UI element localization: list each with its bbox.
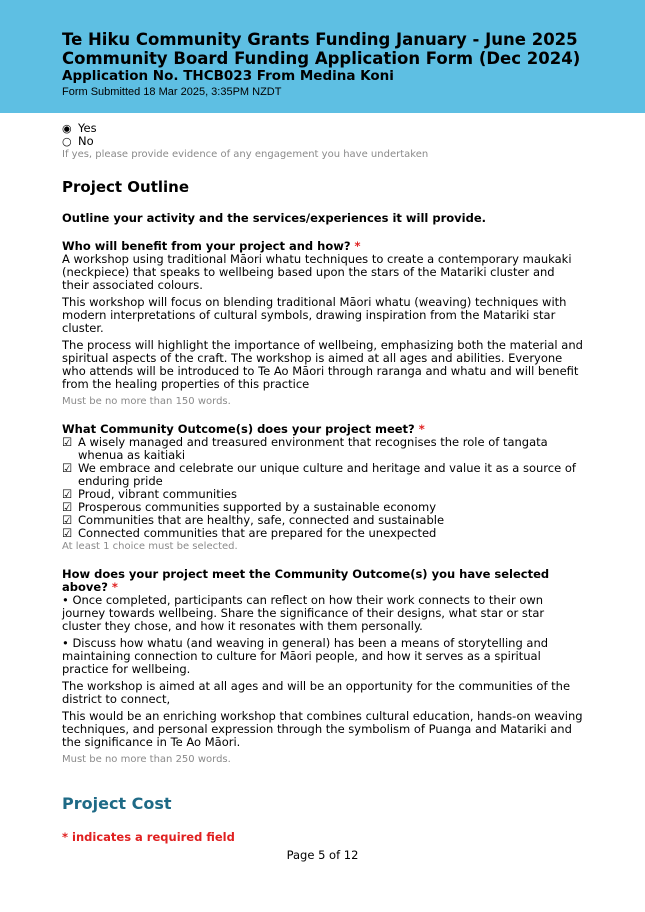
outcome-label: We embrace and celebrate our unique culture and heritage and value it as a source of enduring pride bbox=[78, 461, 576, 488]
how-meet-answer-p3: The workshop is aimed at all ages and will be an opportunity for the communities of the district to connect, bbox=[62, 679, 571, 706]
checkbox-checked-icon: ☑ bbox=[62, 487, 73, 501]
checkbox-checked-icon: ☑ bbox=[62, 526, 73, 540]
how-meet-answer-p1: • Once completed, participants can reflect on how their work connects to their own journey towards wellbeing. Share the significance of their designs, what star or star cluster they chose, and how it resonates with them personally. bbox=[62, 593, 545, 633]
radio-label: No bbox=[78, 134, 94, 148]
outcomes-hint: At least 1 choice must be selected. bbox=[62, 541, 238, 552]
radio-unselected-icon: ○ bbox=[62, 135, 72, 148]
required-marker: * bbox=[111, 580, 118, 594]
outcome-label: Prosperous communities supported by a sustainable economy bbox=[78, 500, 437, 514]
project-outline-heading: Project Outline bbox=[62, 178, 190, 196]
page-number: Page 5 of 12 bbox=[286, 848, 359, 862]
checkbox-checked-icon: ☑ bbox=[62, 500, 73, 514]
outcome-label: A wisely managed and treasured environment that recognises the role of tangata whenua as kaitiaki bbox=[78, 435, 548, 462]
outcome-label: Connected communities that are prepared for the unexpected bbox=[78, 526, 437, 540]
submitted-date: Form Submitted 18 Mar 2025, 3:35PM NZDT bbox=[62, 86, 282, 98]
outline-instruction: Outline your activity and the services/experiences it will provide. bbox=[62, 211, 486, 225]
project-cost-heading: Project Cost bbox=[62, 794, 172, 813]
beneficiaries-answer-p3: The process will highlight the importance of wellbeing, emphasizing both the material and spiritual aspects of the craft. The workshop is aimed at all ages and abilities. Everyone who attends will be introduced to Te Ao Māori through raranga and whatu and will benefit from the healing properties of this practice bbox=[62, 338, 583, 391]
radio-option-yes[interactable] bbox=[62, 122, 583, 135]
question-text: Who will benefit from your project and how? bbox=[62, 239, 351, 253]
beneficiaries-answer-p2: This workshop will focus on blending traditional Māori whatu (weaving) techniques with modern interpretations of cultural symbols, drawing inspiration from the Matariki star cluster. bbox=[62, 295, 567, 335]
required-field-note: * indicates a required field bbox=[62, 830, 235, 844]
form-title-line1: Te Hiku Community Grants Funding January - June 2025 bbox=[62, 30, 578, 49]
beneficiaries-answer-p1: A workshop using traditional Māori whatu techniques to create a contemporary maukaki (neckpiece) that speaks to wellbeing based upon the stars of the Matariki cluster and their associated colours. bbox=[62, 252, 572, 292]
form-content bbox=[0, 113, 645, 844]
outcome-checkbox-2[interactable] bbox=[62, 462, 583, 488]
radio-selected-icon: ◉ bbox=[62, 122, 72, 135]
outcome-checkbox-1[interactable] bbox=[62, 436, 583, 462]
application-line: Application No. THCB023 From Medina Koni bbox=[62, 68, 394, 84]
required-marker: * bbox=[418, 422, 425, 436]
form-title-line2: Community Board Funding Application Form (Dec 2024) bbox=[62, 49, 581, 68]
question-text: How does your project meet the Community Outcome(s) you have selected above? bbox=[62, 567, 550, 594]
how-meet-answer-p2: • Discuss how whatu (and weaving in general) has been a means of storytelling and maintaining connection to culture for Māori people, and how it serves as a spiritual practice for wellbeing. bbox=[62, 636, 549, 676]
outcome-label: Proud, vibrant communities bbox=[78, 487, 237, 501]
how-meet-field bbox=[62, 568, 583, 766]
required-marker: * bbox=[354, 239, 361, 253]
how-meet-question bbox=[62, 568, 583, 594]
outcome-checkbox-6[interactable] bbox=[62, 527, 583, 540]
how-meet-answer-p4: This would be an enriching workshop that combines cultural education, hands-on weaving techniques, and personal expression through the symbolism of Puanga and Matariki and the significance in Te Ao Māori. bbox=[62, 709, 583, 749]
engagement-radio-group bbox=[62, 122, 583, 161]
radio-label: Yes bbox=[78, 121, 97, 135]
checkbox-checked-icon: ☑ bbox=[62, 435, 73, 449]
how-meet-hint: Must be no more than 250 words. bbox=[62, 754, 231, 765]
beneficiaries-hint: Must be no more than 150 words. bbox=[62, 396, 231, 407]
outcomes-field bbox=[62, 423, 583, 553]
checkbox-checked-icon: ☑ bbox=[62, 513, 73, 527]
engagement-hint: If yes, please provide evidence of any engagement you have undertaken bbox=[62, 149, 429, 160]
form-header bbox=[0, 0, 645, 113]
outcome-label: Communities that are healthy, safe, connected and sustainable bbox=[78, 513, 445, 527]
checkbox-checked-icon: ☑ bbox=[62, 461, 73, 475]
question-text: What Community Outcome(s) does your project meet? bbox=[62, 422, 415, 436]
radio-option-no[interactable] bbox=[62, 135, 583, 148]
beneficiaries-field bbox=[62, 240, 583, 408]
